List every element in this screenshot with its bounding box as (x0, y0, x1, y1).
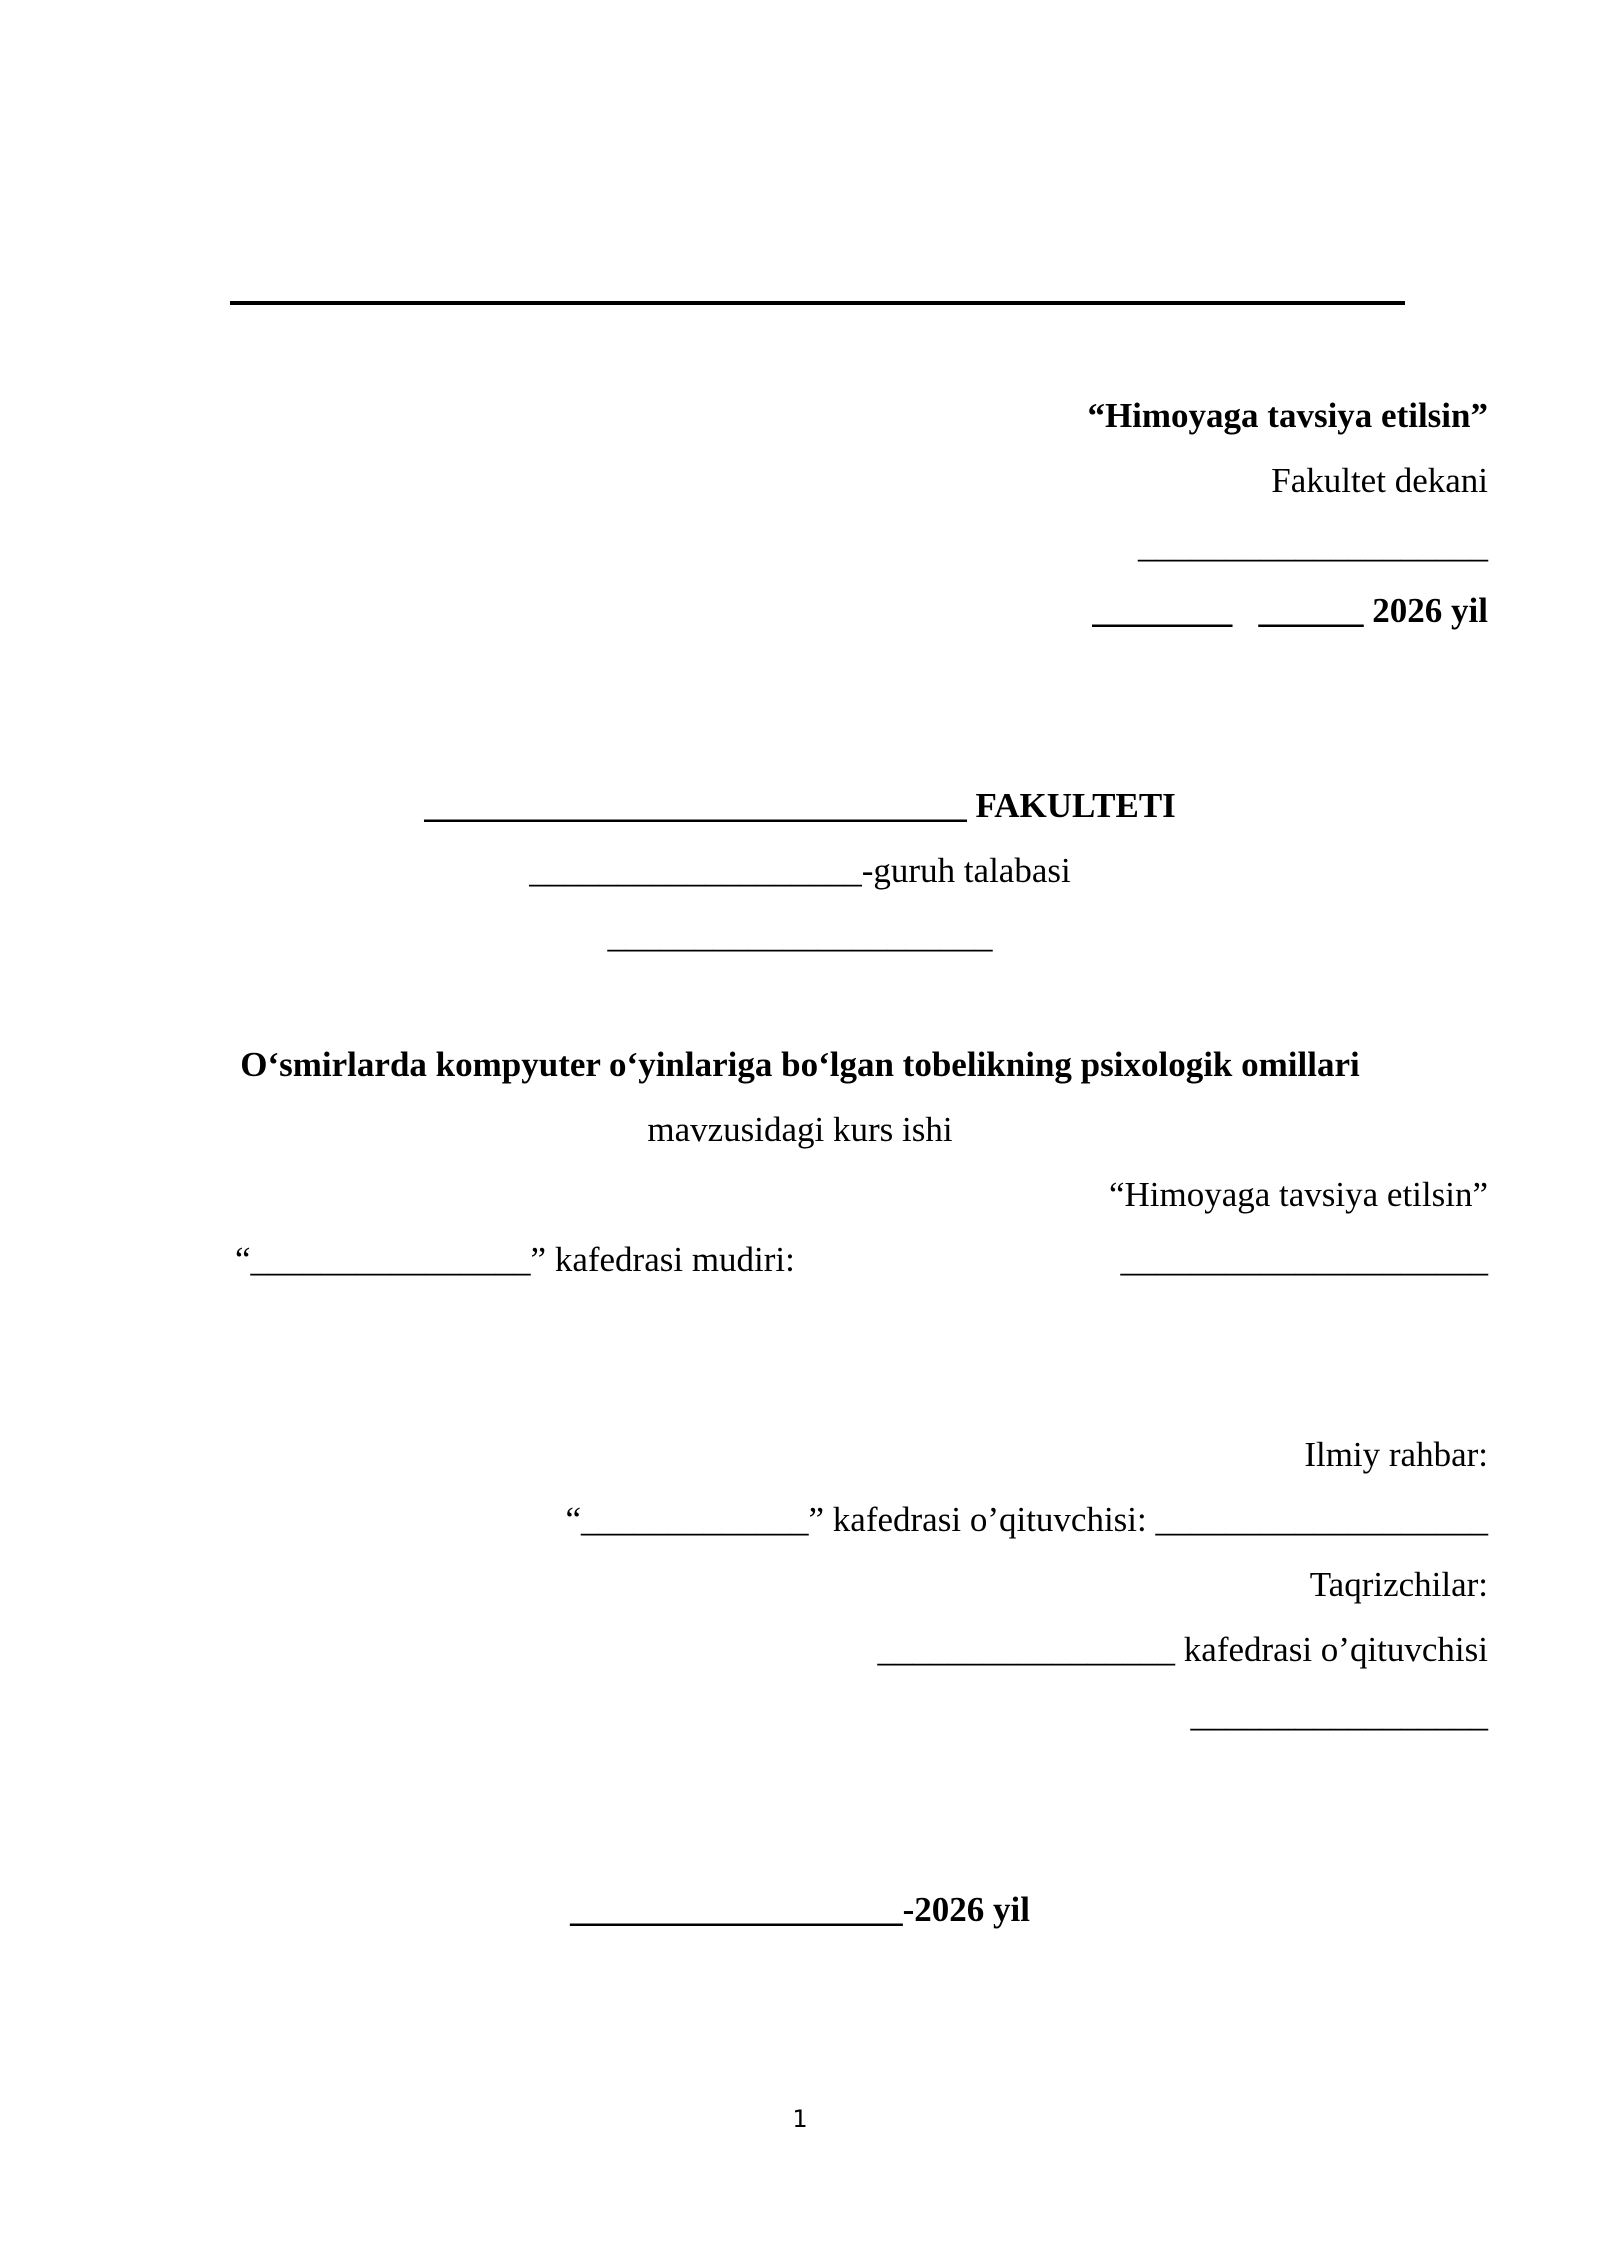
topic-title: O‘smirlarda kompyuter o‘yinlariga bo‘lgan tobelikning psixologik omillari (240, 1045, 1360, 1084)
supervisor-label: Ilmiy rahbar: (1304, 1435, 1488, 1474)
approval-date-line: ________ ______ 2026 yil (1092, 591, 1488, 630)
reviewers-label: Taqrizchilar: (1309, 1565, 1488, 1604)
approval-heading: “Himoyaga tavsiya etilsin” (1087, 396, 1488, 435)
topic-subtitle: mavzusidagi kurs ishi (647, 1110, 953, 1149)
student-name-blank: ______________________ (607, 916, 993, 955)
dean-label: Fakultet dekani (1271, 461, 1488, 500)
top-rule (230, 301, 1405, 305)
supervisor-line: “_____________” kafedrasi o’qituvchisi: ___________________ (565, 1500, 1488, 1539)
reviewer-signature-blank: _________________ (1190, 1695, 1488, 1734)
faculty-line: _______________________________ FAKULTETI (424, 786, 1176, 825)
reviewer-line: _________________ kafedrasi o’qituvchisi (877, 1630, 1488, 1669)
department-head-signature: _____________________ (1120, 1240, 1488, 1279)
footer-year-line: ___________________-2026 yil (570, 1890, 1030, 1929)
department-head-label: “________________” kafedrasi mudiri: (235, 1240, 795, 1279)
page-number: 1 (792, 2105, 808, 2133)
department-recommend: “Himoyaga tavsiya etilsin” (1108, 1175, 1488, 1214)
dean-signature-blank: ____________________ (1138, 526, 1488, 565)
student-group-line: ___________________-guruh talabasi (529, 851, 1071, 890)
